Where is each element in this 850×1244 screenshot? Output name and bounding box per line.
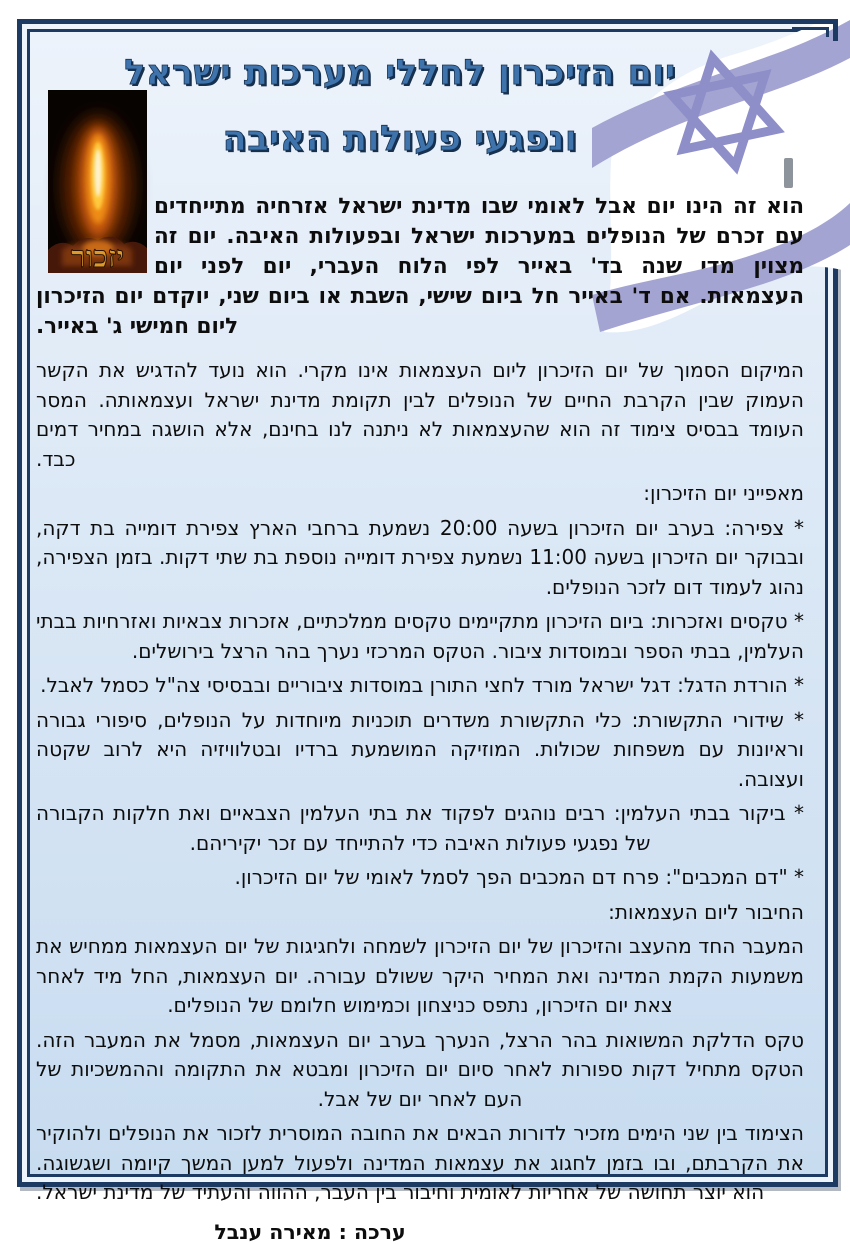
- feature-item-red-everlasting: * "דם המכבים": פרח דם המכבים הפך לסמל לאומי של יום הזיכרון.: [234, 865, 804, 889]
- paragraph-proximity: המיקום הסמוך של יום הזיכרון ליום העצמאות אינו מקרי. הוא נועד להדגיש את הקשר העמוק שבין הקרבת החיים של הנופלים לבין תקומת מדינת ישראל ועצמאותה. המסר העומד בבסיס צימוד זה הוא שהעצמאות לא ניתנה לנו בחינם, אלא הושגה במחיר דמים כבד.: [36, 358, 804, 471]
- connection-heading: החיבור ליום העצמאות:: [608, 899, 804, 924]
- text-cursor-artifact: [784, 158, 793, 188]
- paragraph-transition: המעבר החד מהעצב והזיכרון של יום הזיכרון לשמחה ולחגיגות של יום העצמאות ממחיש את משמעות הקמת המדינה ואת המחיר היקר ששולם עבורה. יום העצמאות, החל מיד לאחר צאת יום הזיכרון, נתפס כניצחון וכמימוש חלומם של הנופלים.: [36, 934, 804, 1017]
- feature-item-cemetery-visits: * ביקור בבתי העלמין: רבים נוהגים לפקוד את בתי העלמין הצבאיים ואת חלקות הקבורה של נפגעי פעולות האיבה כדי להתייחד עם זכר יקיריהם.: [36, 801, 804, 855]
- document-body: [36, 34, 804, 1244]
- feature-item-flag-lowering: * הורדת הדגל: דגל ישראל מורד לחצי התורן במוסדות ציבוריים ובבסיסי צה"ל כסמל לאבל.: [40, 673, 804, 697]
- yizkor-caption: יזכור: [70, 240, 125, 275]
- border-corner-accent: [781, 19, 838, 41]
- feature-item-siren: * צפירה: בערב יום הזיכרון בשעה 20:00 נשמעת ברחבי הארץ צפירת דומייה בת דקה, ובבוקר יום הזיכרון בשעה 11:00 נשמעת צפירת דומייה נוספת בת שתי דקות. בזמן הצפירה, נהוג לעמוד דום לזכר הנופלים.: [36, 515, 805, 599]
- intro-paragraph: הוא זה הינו יום אבל לאומי שבו מדינת ישראל אזרחיה מתייחדים עם זכרם של הנופלים במערכות ישראל ובפעולות האיבה. יום זה מצוין מדי שנה בד' באייר לפי הלוח העברי, יום לפני יום העצמאות. אם ד' באייר חל ביום שישי, השבת או ביום שני, יוקדם יום הזיכרון ליום חמישי ג' באייר.: [36, 194, 804, 339]
- feature-item-media: * שידורי התקשורת: כלי התקשורת משדרים תוכניות מיוחדות על הנופלים, סיפורי גבורה וראיונות עם משפחות שכולות. המוזיקה המושמעת ברדיו ובטלוויזיה היא לרוב שקטה ועצובה.: [36, 707, 804, 791]
- features-heading: מאפייני יום הזיכרון:: [643, 481, 804, 505]
- paragraph-pairing: הצימוד בין שני הימים מזכיר לדורות הבאים את החובה המוסרית לזכור את הנופלים ולהוקיר את הקרבתם, ובו בזמן לחגוג את עצמאות המדינה ולפעול למען המשך קיומה ושגשוגה. הוא יוצר תחושה של אחריות לאומית וחיבור בין העבר, ההווה והעתיד של מדינת ישראל.: [36, 1121, 804, 1204]
- candle-wrap-spacer: [36, 192, 154, 276]
- editor-credit: ערכה : מאירה ענבל: [214, 1219, 406, 1244]
- paragraph-torch-ceremony: טקס הדלקת המשואות בהר הרצל, הנערך בערב יום העצמאות, מסמל את המעבר הזה. הטקס מתחיל דקות ספורות לאחר סיום יום הזיכרון ומבטא את התקומה וההמשכיות של העם לאחר יום של אבל.: [36, 1027, 804, 1111]
- page-title-line1: יום הזיכרון לחללי מערכות ישראל: [124, 53, 676, 93]
- page-title: [36, 40, 764, 172]
- page-title-line2: ונפגעי פעולות האיבה: [222, 119, 578, 159]
- feature-item-ceremonies: * טקסים ואזכרות: ביום הזיכרון מתקיימים טקסים ממלכתיים, אזכרות צבאיות ואזרחיות בבתי העלמין, בבתי הספר ובמוסדות ציבור. הטקס המרכזי נערך בהר הרצל בירושלים.: [36, 609, 804, 663]
